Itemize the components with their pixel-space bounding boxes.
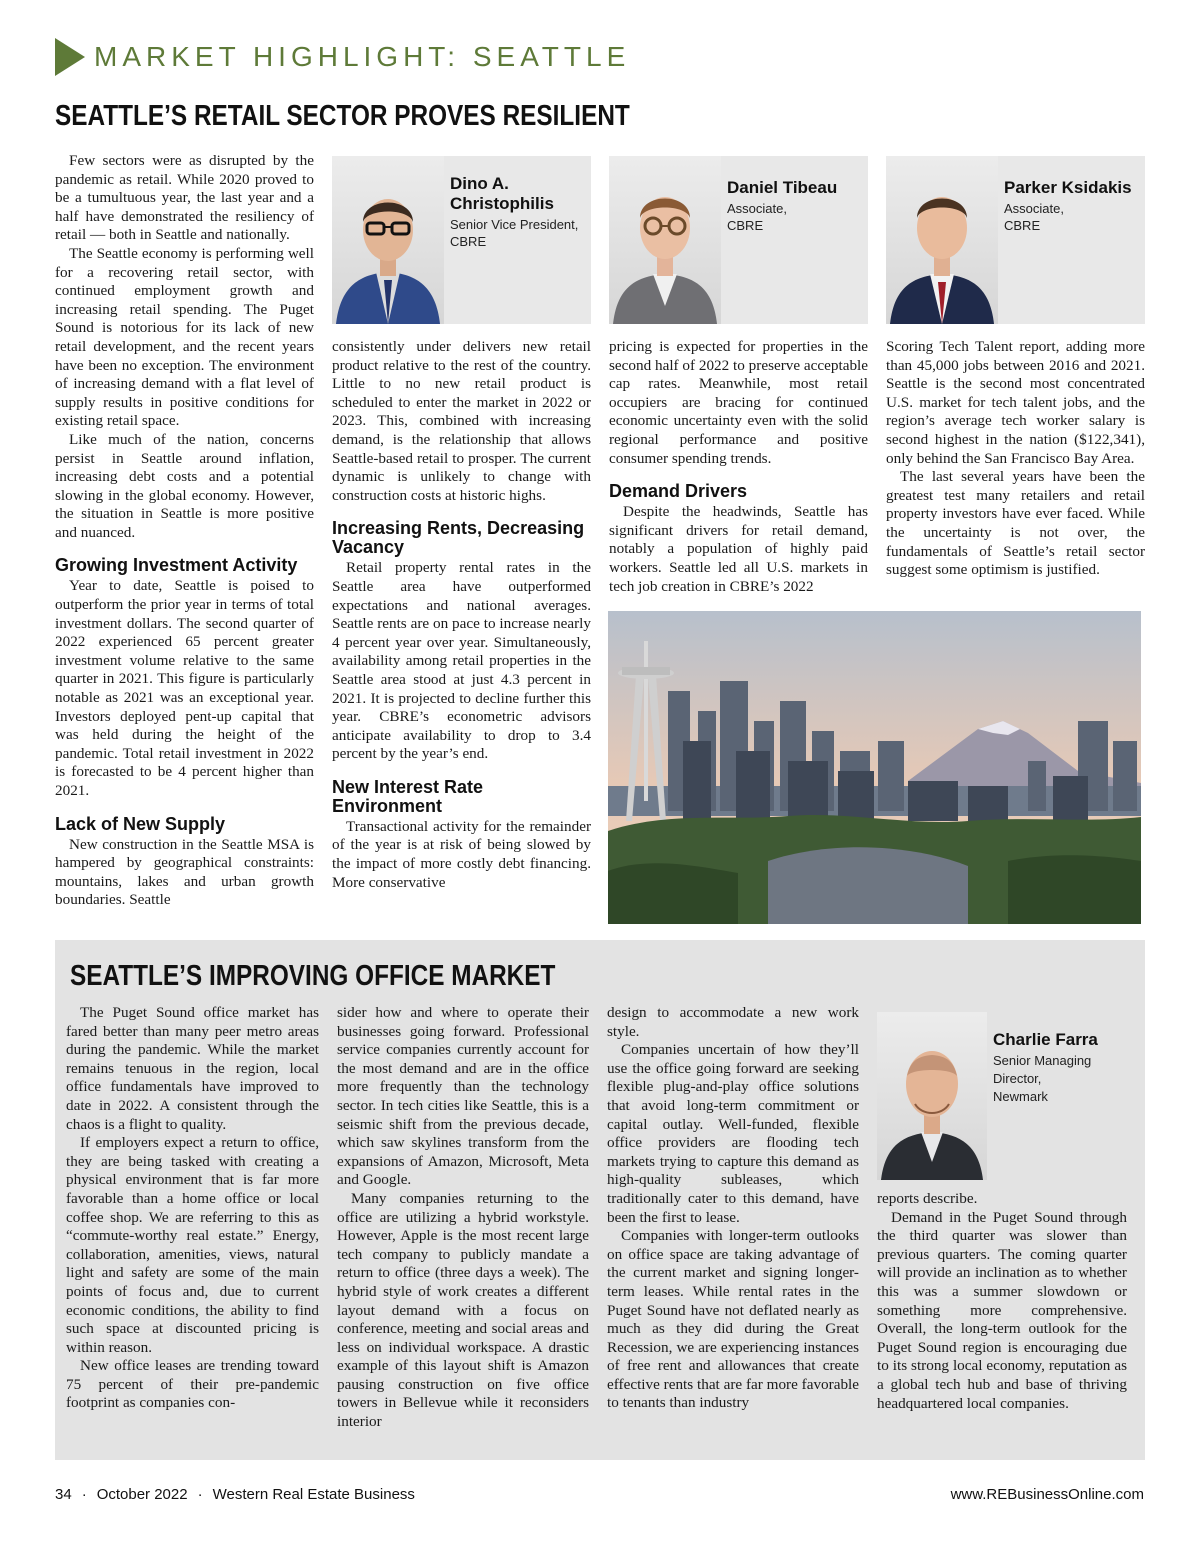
paragraph: The Seattle economy is performing well for a recovering retail sector, with continued employment growth and increasing retail spending. The Puget Sound is notorious for its lack of new retail development, and the recent years have been no exception. The environment of increasing demand with a flat level of supply results in positive conditions for existing retail space. — [55, 244, 314, 430]
author-role: Senior Vice President, CBRE — [450, 217, 579, 249]
paragraph: Transactional activity for the remainder of the year is at risk of being slowed by the impact of more costly debt financing. More conservative — [332, 817, 591, 891]
paragraph: Companies with longer-term outlooks on office space are taking advantage of the current market and signing longer-term leases. While rental rates in the Puget Sound have not deflated nearly as much as they did during the Great Recession, we are experiencing instances of free rent and allowances that create effective rents that are far more favorable to tenants than industry — [607, 1227, 859, 1412]
paragraph: If employers expect a return to office, they are being tasked with creating a physical environment that is far more favorable than a home office or local coffee shop. We are referring to this as “commute-worthy real estate.” Energy, collaboration, amenities, views, natural light and safety are some of the main points of focus and, due to current economic conditions, the ability to find such space at discounted pricing is within reason. — [66, 1134, 319, 1356]
section-header — [55, 38, 630, 76]
paragraph: Year to date, Seattle is poised to outperform the prior year in terms of total investment dollars. The second quarter of 2022 experienced 65 percent greater investment volume relative to the same quarter in 2021. This figure is particularly notable as 2021 was an exceptional year. Investors deployed pent-up capital that was held during the height of the pandemic. Total retail investment in 2022 is forecasted to be 4 percent higher than 2021. — [55, 577, 314, 799]
issue-date: October 2022 — [96, 1486, 188, 1503]
section-title: MARKET HIGHLIGHT: SEATTLE — [94, 41, 631, 72]
triangle-arrow-icon — [55, 38, 85, 76]
footer-left — [55, 1486, 415, 1503]
paragraph: pricing is expected for properties in the second half of 2022 to preserve acceptable cap rates. Meanwhile, most retail occupiers are bracing for continued economic uncertainty even with the solid regional performance and positive consumer spending trends. — [609, 338, 868, 467]
seattle-skyline-photo — [608, 611, 1141, 924]
subheading-supply: Lack of New Supply — [55, 813, 226, 834]
author-role: Associate, CBRE — [1004, 201, 1064, 233]
paragraph: Scoring Tech Talent report, adding more than 45,000 jobs between 2016 and 2021. Seattle is the second most concentrated U.S. market for tech talent jobs, and the region’s average tech worker salary is second highest in the nation ($122,341), only behind the San Francisco Bay Area. — [886, 338, 1145, 467]
author-name: Dino A. Christophilis — [450, 174, 554, 213]
author-role: Associate, CBRE — [727, 201, 787, 233]
author-name: Daniel Tibeau — [727, 178, 838, 197]
author-photo — [332, 156, 444, 324]
paragraph: Demand in the Puget Sound through the third quarter was slower than previous quarters. The coming quarter will provide an inclination as to whether this was a summer slowdown or something more comprehensive. Overall, the long-term outlook for the Puget Sound region is encouraging due to its strong local economy, reputation as a global tech hub and base of thriving headquartered local companies. — [877, 1208, 1127, 1412]
author-photo — [877, 1012, 987, 1180]
author-name: Charlie Farra — [993, 1030, 1098, 1049]
author-card-christophilis — [332, 156, 591, 324]
subheading-rents: Increasing Rents, Decreasing Vacancy — [332, 518, 585, 558]
author-photo — [886, 156, 998, 324]
office-headline: SEATTLE’S IMPROVING OFFICE MARKET — [70, 960, 556, 992]
paragraph: Few sectors were as disrupted by the pandemic as retail. While 2020 proved to be a tumultuous year, the last year and a half have demonstrated the resiliency of retail — both in Seattle and nationally. — [55, 152, 314, 244]
author-photo — [609, 156, 721, 324]
paragraph: New office leases are trending toward 75 percent of their pre-pandemic footprint as companies con- — [66, 1357, 319, 1412]
author-card-ksidakis — [886, 156, 1145, 324]
retail-column-3 — [609, 338, 868, 596]
subheading-investment: Growing Investment Activity — [55, 555, 298, 576]
office-column-3 — [607, 1004, 859, 1413]
subheading-demand: Demand Drivers — [609, 481, 748, 502]
paragraph: New construction in the Seattle MSA is hampered by geographical constraints: mountains, lakes and urban growth boundaries. Seattle — [55, 835, 314, 909]
paragraph: sider how and where to operate their businesses going forward. Professional service companies currently account for the most demand and are in the office more frequently than the technology sector. In tech cities like Seattle, this is a seismic shift from the previous decade, which saw skylines transform from the expansions of Amazon, Microsoft, Meta and Google. — [337, 1004, 589, 1189]
website-link[interactable]: www.REBusinessOnline.com — [950, 1486, 1144, 1503]
author-name: Parker Ksidakis — [1004, 178, 1132, 197]
author-card-tibeau — [609, 156, 868, 324]
retail-column-4 — [886, 338, 1145, 580]
retail-column-1 — [55, 152, 314, 910]
office-column-4 — [877, 1190, 1127, 1413]
paragraph: reports describe. — [877, 1190, 978, 1207]
paragraph: design to accommodate a new work style. — [607, 1004, 859, 1040]
retail-column-2 — [332, 338, 591, 892]
paragraph: Like much of the nation, concerns persist in Seattle around inflation, increasing debt costs and a potential slowing in the global economy. However, the situation in Seattle is more positive and nuanced. — [55, 430, 314, 541]
paragraph: The Puget Sound office market has fared better than many peer metro areas during the pandemic. While the market remains tenuous in the region, local office fundamentals have improved to date in 2022. A consistent through the chaos is a flight to quality. — [66, 1004, 319, 1133]
office-column-2 — [337, 1004, 589, 1432]
paragraph: Companies uncertain of how they’ll use the office going forward are seeking flexible plug-and-play office solutions that avoid long-term commitment or capital outlay. Well-funded, flexible office providers are flooding tech markets trying to capture this demand as high-quality subleases, which traditionally cater to this demand, have been the first to lease. — [607, 1041, 859, 1226]
paragraph: The last several years have been the greatest test many retailers and retail property investors have ever faced. While the uncertainty is not over, the fundamentals of Seattle’s retail sector suggest some optimism is justified. — [886, 468, 1145, 579]
paragraph: Retail property rental rates in the Seattle area have outperformed expectations and national averages. Seattle rents are on pace to increase nearly 4 percent year over year. Simultaneously, availability among retail properties in the Seattle area stood at just 4.3 percent in 2021. It is projected to decline further this year. CBRE’s econometric advisors anticipate availability to drop to 3.4 percent by the year’s end. — [332, 559, 591, 763]
author-card-farra — [877, 1012, 1127, 1180]
retail-headline: SEATTLE’S RETAIL SECTOR PROVES RESILIENT — [55, 100, 630, 132]
subheading-interest: New Interest Rate Environment — [332, 776, 484, 816]
paragraph: Many companies returning to the office are utilizing a hybrid workstyle. However, Apple is the most recent large tech company to publicly mandate a return to office (three days a week). The hybrid style of work creates a different layout demand with a focus on conference, meeting and social areas and less on individual workspace. A drastic example of this layout shift is Amazon pausing construction on five office towers in Bellevue while it reconsiders interior — [337, 1189, 589, 1431]
paragraph: consistently under delivers new retail product relative to the rest of the country. Little to no new retail product is scheduled to enter the market in 2022 or 2023. This, combined with increasing demand, is the relationship that allows Seattle-based retail to prosper. The current dynamic is unlikely to change with construction costs at historic highs. — [332, 338, 591, 504]
page-number: 34 — [55, 1486, 72, 1503]
office-column-1 — [66, 1004, 319, 1413]
publication-name: Western Real Estate Business — [212, 1486, 415, 1503]
separator: · — [197, 1486, 203, 1503]
separator: · — [81, 1486, 87, 1503]
author-role: Senior Managing Director, Newmark — [993, 1053, 1092, 1104]
paragraph: Despite the headwinds, Seattle has significant drivers for retail demand, notably a population of highly paid workers. Seattle led all U.S. markets in tech job creation in CBRE’s 2022 — [609, 503, 868, 595]
